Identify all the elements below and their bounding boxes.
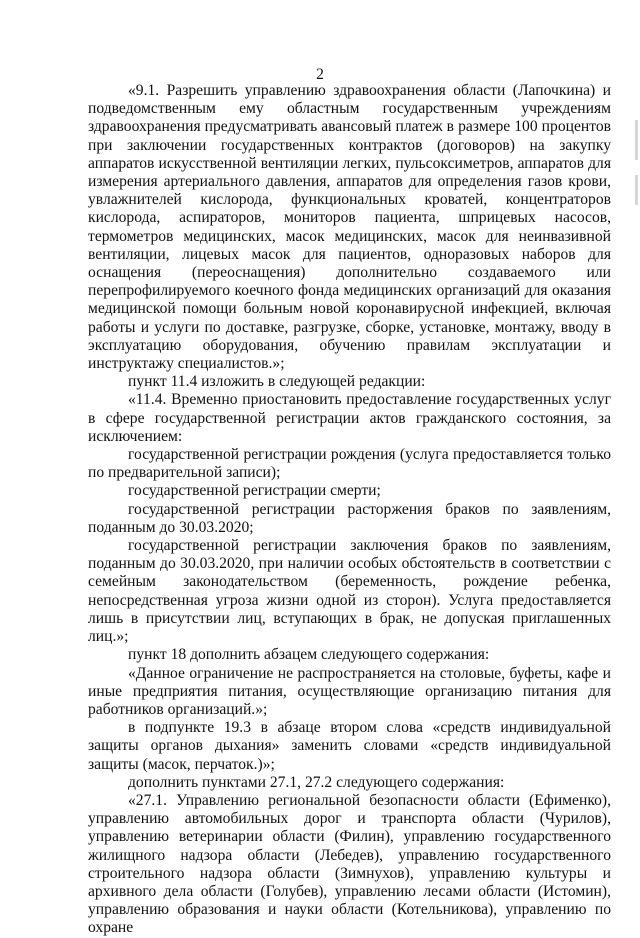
paragraph-11-4: «11.4. Временно приостановить предоставление государственных услуг в сфере государственной регистрации актов гражданского состояния, за исключением:	[88, 391, 611, 445]
paragraph-add-27-intro: дополнить пунктами 27.1, 27.2 следующего содержания:	[128, 773, 505, 791]
scan-margin-mark	[635, 175, 638, 205]
paragraph-amend-11-4-intro: пункт 11.4 изложить в следующей редакции:	[128, 373, 426, 391]
paragraph-divorce-registration: государственной регистрации расторжения браков по заявлениям, поданным до 30.03.2020;	[88, 500, 611, 536]
paragraph-marriage-registration: государственной регистрации заключения браков по заявлениям, поданным до 30.03.2020, при наличии особых обстоятельств в соответствии с семейным законодательством (беременность, рождение ребенка, непосредственная угроза жизни одной из сторон). Услуга предоставляется лишь в присутствии лиц, вступающих в брак, не допуская приглашенных лиц.»;	[88, 537, 611, 646]
paragraph-18-addition: «Данное ограничение не распространяется на столовые, буфеты, кафе и иные предприятия питания, осуществляющие организацию питания для работников организаций.»;	[88, 664, 611, 718]
paragraph-birth-registration: государственной регистрации рождения (услуга предоставляется только по предварительной записи);	[88, 446, 611, 482]
paragraph-9-1: «9.1. Разрешить управлению здравоохранения области (Лапочкина) и подведомственным ему областным государственным учреждениям здравоохранения предусматривать авансовый платеж в размере 100 процентов при заключении государственных контрактов (договоров) на закупку аппаратов искусственной вентиляции легких, пульсоксиметров, аппаратов для измерения артериального давления, аппаратов для определения газов крови, увлажнителей кислорода, функциональных кроватей, концентраторов кислорода, аспираторов, мониторов пациента, шприцевых насосов, термометров медицинских, масок медицинских, масок для неинвазивной вентиляции, лицевых масок для пациентов, одноразовых наборов для оснащения (переоснащения) дополнительно создаваемого или перепрофилируемого коечного фонда медицинских организаций для оказания медицинской помощи больным новой коронавирусной инфекцией, включая работы и услуги по доставке, разгрузке, сборке, установке, монтажу, вводу в эксплуатацию оборудования, обучению правилам эксплуатации и инструктажу специалистов.»;	[88, 82, 611, 373]
paragraph-amend-18-intro: пункт 18 дополнить абзацем следующего содержания:	[128, 646, 490, 664]
document-body	[88, 82, 611, 938]
paragraph-death-registration: государственной регистрации смерти;	[128, 482, 381, 500]
paragraph-27-1: «27.1. Управлению региональной безопасности области (Ефименко), управлению автомобильных дорог и транспорта области (Чурилов), управлению ветеринарии области (Филин), управлению государственного жилищного надзора области (Лебедев), управлению государственного строительного надзора области (Зимнухов), управлению культуры и архивного дела области (Голубев), управлению лесами области (Истомин), управлению образования и науки области (Котельникова), управлению по охране	[88, 791, 611, 937]
page-number: 2	[316, 66, 324, 83]
paragraph-amend-19-3: в подпункте 19.3 в абзаце втором слова «средств индивидуальной защиты органов дыхания» заменить словами «средств индивидуальной защиты (масок, перчаток.)»;	[88, 719, 611, 773]
scan-margin-mark	[635, 120, 638, 160]
